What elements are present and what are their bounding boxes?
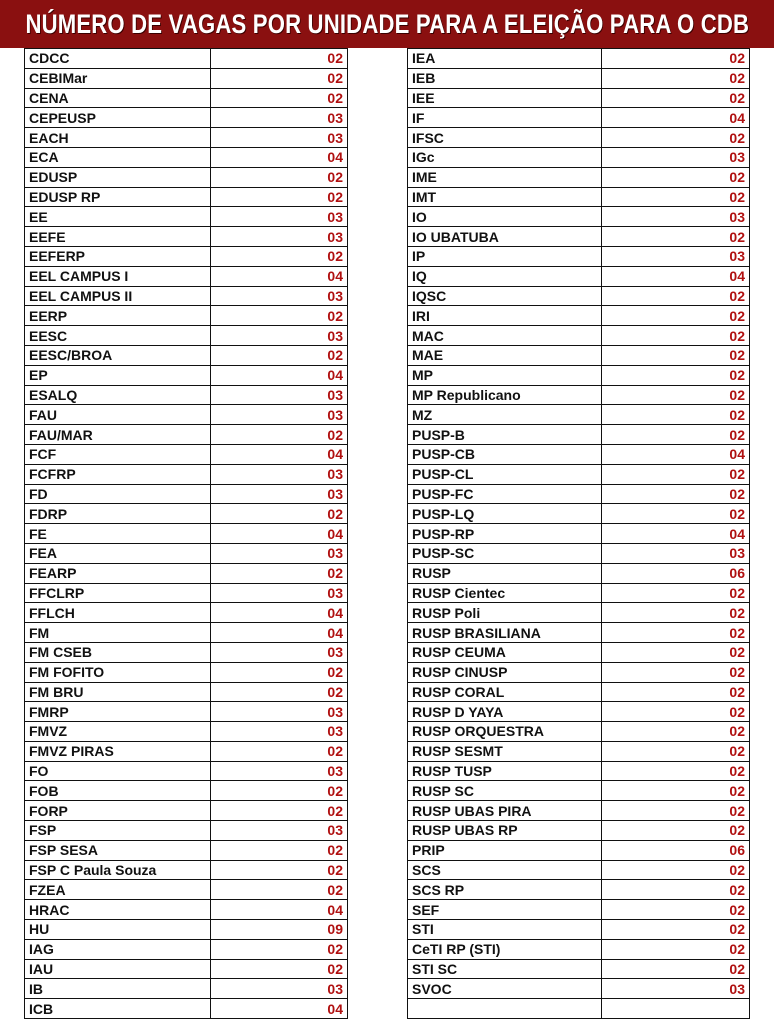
table-row (25, 939, 348, 959)
vagas-count: 04 (211, 900, 348, 920)
vagas-count: 03 (211, 722, 348, 742)
vagas-count: 03 (211, 385, 348, 405)
unit-name: FM (25, 623, 211, 643)
unit-name: RUSP CINUSP (408, 662, 602, 682)
table-row (25, 464, 348, 484)
unit-name: MAC (408, 326, 602, 346)
unit-name: IO (408, 207, 602, 227)
unit-name: EEFE (25, 227, 211, 247)
unit-name: FFLCH (25, 603, 211, 623)
vagas-count: 02 (602, 128, 750, 148)
vagas-count: 03 (211, 128, 348, 148)
unit-name: FM CSEB (25, 642, 211, 662)
table-row (408, 425, 750, 445)
unit-name: IO UBATUBA (408, 227, 602, 247)
table-row (25, 979, 348, 999)
table-row (25, 306, 348, 326)
table-row (408, 821, 750, 841)
table-row (25, 840, 348, 860)
unit-name: RUSP Cientec (408, 583, 602, 603)
table-row (408, 306, 750, 326)
unit-name: STI SC (408, 959, 602, 979)
table-row (408, 543, 750, 563)
vagas-count: 03 (211, 543, 348, 563)
unit-name: IQSC (408, 286, 602, 306)
vagas-count: 02 (211, 662, 348, 682)
table-row (408, 959, 750, 979)
table-row (25, 524, 348, 544)
table-row (25, 68, 348, 88)
table-row (408, 227, 750, 247)
vagas-count: 04 (602, 266, 750, 286)
unit-name: RUSP Poli (408, 603, 602, 623)
vagas-count: 03 (211, 326, 348, 346)
table-row (408, 682, 750, 702)
table-row (408, 524, 750, 544)
table-row (25, 365, 348, 385)
unit-name: RUSP (408, 563, 602, 583)
table-row (25, 326, 348, 346)
unit-name: FOB (25, 781, 211, 801)
vagas-count: 02 (602, 484, 750, 504)
vagas-count: 02 (211, 939, 348, 959)
unit-name: FSP SESA (25, 840, 211, 860)
vagas-count: 02 (211, 860, 348, 880)
vagas-count: 02 (602, 741, 750, 761)
vagas-count: 02 (602, 326, 750, 346)
table-row (25, 385, 348, 405)
unit-name: RUSP D YAYA (408, 702, 602, 722)
unit-name: EDUSP RP (25, 187, 211, 207)
unit-name: FAU/MAR (25, 425, 211, 445)
vagas-count: 02 (602, 187, 750, 207)
unit-name: FMVZ (25, 722, 211, 742)
vagas-count: 02 (602, 920, 750, 940)
table-row (408, 108, 750, 128)
vagas-count: 02 (211, 801, 348, 821)
vagas-count: 09 (211, 920, 348, 940)
table-row (408, 920, 750, 940)
table-row (408, 860, 750, 880)
unit-name: EDUSP (25, 167, 211, 187)
unit-name: ESALQ (25, 385, 211, 405)
table-row (25, 504, 348, 524)
vagas-count: 04 (211, 444, 348, 464)
unit-name: FSP (25, 821, 211, 841)
vagas-count: 04 (211, 524, 348, 544)
table-row (408, 68, 750, 88)
table-row (408, 900, 750, 920)
table-row (25, 959, 348, 979)
table-row (25, 405, 348, 425)
unit-name: FCF (25, 444, 211, 464)
unit-name: RUSP UBAS PIRA (408, 801, 602, 821)
unit-name: FEARP (25, 563, 211, 583)
vagas-count: 02 (602, 345, 750, 365)
vagas-count: 02 (211, 682, 348, 702)
table-row (25, 167, 348, 187)
table-row (408, 405, 750, 425)
vagas-count: 02 (602, 365, 750, 385)
table-row (25, 702, 348, 722)
unit-name: SVOC (408, 979, 602, 999)
table-row (25, 781, 348, 801)
vagas-count: 03 (211, 286, 348, 306)
unit-name: IEA (408, 49, 602, 69)
vagas-count (602, 999, 750, 1019)
table-row (25, 860, 348, 880)
vagas-count: 03 (211, 583, 348, 603)
unit-name (408, 999, 602, 1019)
vagas-count: 02 (211, 563, 348, 583)
unit-name: CENA (25, 88, 211, 108)
table-row (25, 583, 348, 603)
table-row (408, 246, 750, 266)
vagas-count: 04 (211, 147, 348, 167)
vagas-count: 02 (211, 880, 348, 900)
unit-name: EP (25, 365, 211, 385)
unit-name: RUSP SESMT (408, 741, 602, 761)
vagas-count: 02 (602, 959, 750, 979)
unit-name: CeTI RP (STI) (408, 939, 602, 959)
unit-name: CEBIMar (25, 68, 211, 88)
table-row (408, 345, 750, 365)
unit-name: RUSP BRASILIANA (408, 623, 602, 643)
vagas-count: 02 (602, 722, 750, 742)
table-row (25, 741, 348, 761)
vagas-count: 06 (602, 840, 750, 860)
unit-name: FDRP (25, 504, 211, 524)
unit-name: CEPEUSP (25, 108, 211, 128)
table-row (25, 642, 348, 662)
unit-name: FORP (25, 801, 211, 821)
unit-name: EESC (25, 326, 211, 346)
table-row (25, 246, 348, 266)
vagas-count: 02 (602, 227, 750, 247)
unit-name: FCFRP (25, 464, 211, 484)
unit-name: RUSP CORAL (408, 682, 602, 702)
unit-name: IB (25, 979, 211, 999)
vagas-count: 02 (602, 801, 750, 821)
vagas-count: 03 (602, 979, 750, 999)
table-row (25, 623, 348, 643)
unit-name: PRIP (408, 840, 602, 860)
vagas-count: 03 (211, 642, 348, 662)
unit-name: IQ (408, 266, 602, 286)
vagas-count: 03 (211, 207, 348, 227)
unit-name: EEL CAMPUS I (25, 266, 211, 286)
vagas-count: 02 (602, 167, 750, 187)
table-row (25, 484, 348, 504)
vagas-count: 02 (602, 504, 750, 524)
table-row (408, 642, 750, 662)
vagas-count: 02 (211, 167, 348, 187)
unit-name: RUSP UBAS RP (408, 821, 602, 841)
table-row (25, 286, 348, 306)
table-row (25, 147, 348, 167)
vagas-count: 02 (602, 68, 750, 88)
unit-name: RUSP SC (408, 781, 602, 801)
unit-name: EESC/BROA (25, 345, 211, 365)
table-row (408, 385, 750, 405)
vagas-count: 03 (602, 207, 750, 227)
vagas-count: 04 (602, 444, 750, 464)
vagas-count: 03 (602, 147, 750, 167)
table-row (408, 147, 750, 167)
title-banner (0, 0, 774, 48)
vagas-count: 03 (602, 543, 750, 563)
table-row (408, 464, 750, 484)
unit-name: IF (408, 108, 602, 128)
unit-name: CDCC (25, 49, 211, 69)
table-row (408, 662, 750, 682)
vagas-count: 02 (602, 88, 750, 108)
table-row (408, 326, 750, 346)
table-row (25, 108, 348, 128)
unit-name: PUSP-SC (408, 543, 602, 563)
table-row (408, 266, 750, 286)
unit-name: MP (408, 365, 602, 385)
vagas-count: 02 (211, 345, 348, 365)
table-row (25, 603, 348, 623)
table-row (408, 167, 750, 187)
unit-name: HRAC (25, 900, 211, 920)
unit-name: PUSP-CB (408, 444, 602, 464)
unit-name: IMT (408, 187, 602, 207)
vagas-count: 03 (211, 821, 348, 841)
unit-name: MAE (408, 345, 602, 365)
vagas-count: 06 (602, 563, 750, 583)
table-row (408, 781, 750, 801)
table-row (408, 722, 750, 742)
unit-name: FFCLRP (25, 583, 211, 603)
vagas-count: 02 (602, 425, 750, 445)
unit-name: PUSP-LQ (408, 504, 602, 524)
unit-name: SEF (408, 900, 602, 920)
vagas-count: 02 (211, 741, 348, 761)
table-row (408, 761, 750, 781)
table-row (408, 187, 750, 207)
vagas-count: 02 (602, 682, 750, 702)
unit-name: IAU (25, 959, 211, 979)
table-row (25, 920, 348, 940)
unit-name: FO (25, 761, 211, 781)
vagas-count: 02 (211, 68, 348, 88)
unit-name: PUSP-CL (408, 464, 602, 484)
table-row (25, 345, 348, 365)
vagas-count: 02 (602, 939, 750, 959)
table-row (408, 563, 750, 583)
table-row (25, 801, 348, 821)
vagas-count: 02 (211, 781, 348, 801)
vagas-count: 03 (211, 702, 348, 722)
unit-name: FD (25, 484, 211, 504)
vagas-count: 02 (602, 405, 750, 425)
vagas-count: 04 (211, 999, 348, 1019)
vagas-count: 02 (602, 662, 750, 682)
table-row (25, 900, 348, 920)
table-row (408, 365, 750, 385)
table-row (408, 583, 750, 603)
vagas-count: 03 (211, 484, 348, 504)
unit-name: EACH (25, 128, 211, 148)
unit-name: FM BRU (25, 682, 211, 702)
vagas-count: 02 (602, 385, 750, 405)
table-row (25, 682, 348, 702)
vagas-count: 02 (211, 187, 348, 207)
table-row (408, 623, 750, 643)
table-row (25, 444, 348, 464)
table-row (408, 741, 750, 761)
vagas-count: 02 (602, 623, 750, 643)
table-row (408, 88, 750, 108)
unit-name: EERP (25, 306, 211, 326)
vagas-count: 02 (602, 821, 750, 841)
table-row (25, 999, 348, 1019)
vagas-count: 02 (602, 464, 750, 484)
table-row (25, 49, 348, 69)
unit-name: IAG (25, 939, 211, 959)
table-row (408, 939, 750, 959)
unit-name: IME (408, 167, 602, 187)
table-row (25, 88, 348, 108)
unit-name: RUSP TUSP (408, 761, 602, 781)
unit-name: FZEA (25, 880, 211, 900)
vagas-count: 02 (211, 49, 348, 69)
table-row (408, 801, 750, 821)
unit-name: ECA (25, 147, 211, 167)
vagas-count: 02 (602, 860, 750, 880)
table-row (408, 702, 750, 722)
unit-name: ICB (25, 999, 211, 1019)
table-row (408, 49, 750, 69)
table-row (408, 128, 750, 148)
unit-name: EEFERP (25, 246, 211, 266)
unit-name: FMVZ PIRAS (25, 741, 211, 761)
table-row (408, 484, 750, 504)
vagas-count: 02 (211, 306, 348, 326)
vagas-count: 04 (211, 603, 348, 623)
page-title: NÚMERO DE VAGAS POR UNIDADE PARA A ELEIÇÃO PARA O CDB (25, 8, 749, 39)
vagas-count: 04 (211, 266, 348, 286)
vagas-count: 02 (602, 306, 750, 326)
vagas-count: 03 (211, 464, 348, 484)
vagas-count: 04 (211, 365, 348, 385)
unit-name: RUSP CEUMA (408, 642, 602, 662)
table-row (25, 722, 348, 742)
vagas-count: 02 (602, 642, 750, 662)
unit-name: EE (25, 207, 211, 227)
table-row (25, 821, 348, 841)
vagas-count: 02 (211, 246, 348, 266)
table-row (408, 444, 750, 464)
vagas-count: 02 (602, 880, 750, 900)
unit-name: IRI (408, 306, 602, 326)
vagas-count: 02 (211, 504, 348, 524)
vagas-count: 02 (602, 900, 750, 920)
vagas-count: 02 (602, 761, 750, 781)
unit-name: FEA (25, 543, 211, 563)
unit-name: FE (25, 524, 211, 544)
vagas-count: 03 (211, 979, 348, 999)
vagas-count: 03 (211, 405, 348, 425)
table-row (25, 880, 348, 900)
unit-name: FM FOFITO (25, 662, 211, 682)
vagas-table-left (24, 48, 348, 1019)
table-row (25, 227, 348, 247)
unit-name: PUSP-B (408, 425, 602, 445)
vagas-count: 02 (602, 49, 750, 69)
unit-name: SCS (408, 860, 602, 880)
unit-name: MP Republicano (408, 385, 602, 405)
table-row (408, 880, 750, 900)
table-row (25, 425, 348, 445)
vagas-count: 02 (602, 781, 750, 801)
vagas-count: 04 (211, 623, 348, 643)
table-row (408, 999, 750, 1019)
vagas-count: 03 (211, 108, 348, 128)
vagas-count: 04 (602, 524, 750, 544)
table-row (25, 563, 348, 583)
unit-name: MZ (408, 405, 602, 425)
table-row (25, 266, 348, 286)
vagas-count: 02 (602, 286, 750, 306)
unit-name: PUSP-FC (408, 484, 602, 504)
unit-name: EEL CAMPUS II (25, 286, 211, 306)
table-row (408, 840, 750, 860)
unit-name: STI (408, 920, 602, 940)
table-row (25, 543, 348, 563)
table-row (25, 207, 348, 227)
vagas-table-right (407, 48, 750, 1019)
unit-name: HU (25, 920, 211, 940)
unit-name: IP (408, 246, 602, 266)
unit-name: IGc (408, 147, 602, 167)
table-row (25, 662, 348, 682)
vagas-count: 02 (602, 583, 750, 603)
table-row (408, 286, 750, 306)
vagas-count: 02 (602, 702, 750, 722)
unit-name: FAU (25, 405, 211, 425)
unit-name: IFSC (408, 128, 602, 148)
unit-name: FMRP (25, 702, 211, 722)
unit-name: PUSP-RP (408, 524, 602, 544)
table-row (408, 504, 750, 524)
table-row (25, 128, 348, 148)
table-row (408, 207, 750, 227)
table-row (25, 187, 348, 207)
unit-name: IEB (408, 68, 602, 88)
vagas-count: 03 (211, 227, 348, 247)
table-row (408, 603, 750, 623)
unit-name: FSP C Paula Souza (25, 860, 211, 880)
vagas-count: 02 (211, 840, 348, 860)
vagas-count: 02 (211, 959, 348, 979)
vagas-count: 02 (211, 88, 348, 108)
vagas-count: 03 (211, 761, 348, 781)
unit-name: RUSP ORQUESTRA (408, 722, 602, 742)
unit-name: IEE (408, 88, 602, 108)
vagas-count: 02 (211, 425, 348, 445)
vagas-count: 04 (602, 108, 750, 128)
vagas-count: 02 (602, 603, 750, 623)
table-row (25, 761, 348, 781)
vagas-count: 03 (602, 246, 750, 266)
unit-name: SCS RP (408, 880, 602, 900)
table-row (408, 979, 750, 999)
